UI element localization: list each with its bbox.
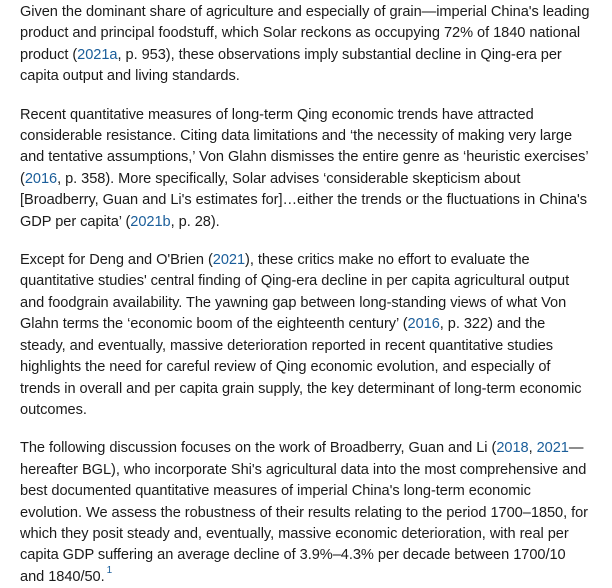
citation-link-2021b[interactable]: 2021b — [130, 213, 171, 230]
text-segment: ), these critics make no effort to evaluate the quantitative studies' central finding of Qing-era decline in per capita agricultural output and foodgrain availability. The yawning gap between long-standing views of what Von Glahn terms the ‘economic boom of the eighteenth century’ ( — [20, 252, 570, 333]
citation-link-2021[interactable]: 2021 — [536, 440, 569, 457]
footnote-marker — [107, 565, 113, 576]
paragraph-4 — [20, 438, 592, 588]
text-segment: Except for Deng and O'Brien ( — [20, 252, 213, 269]
paragraph-1 — [20, 2, 592, 88]
citation-link-2016[interactable]: 2016 — [24, 170, 58, 187]
citation-link-2021a[interactable]: 2021a — [77, 46, 118, 63]
text-segment: , p. 358). More specifically, Solar advises ‘considerable skepticism about [Broadberry, Guan and Li's estimates for]…either the trends or the fluctuations in China's GDP per capita’ ( — [20, 170, 588, 230]
citation-link-2021[interactable]: 2021 — [212, 252, 246, 269]
text-segment: , p. 953), these observations imply substantial decline in Qing-era per capita output and living standards. — [20, 46, 562, 85]
text-segment: —hereafter BGL), who incorporate Shi's agricultural data into the most comprehensive and best documented quantitative measures of imperial China's long-term economic evolution. We assess the robustness of their results relating to the period 1700–1850, for which they posit steady and, eventually, massive economic deterioration, with real per capita GDP suffering an average decline of 3.9%–4.3% per decade between 1700/10 and 1840/50. — [20, 440, 588, 585]
paragraph-2 — [20, 105, 592, 233]
text-segment: The following discussion focuses on the work of Broadberry, Guan and Li ( — [20, 440, 497, 457]
paragraph-3 — [20, 250, 592, 421]
citation-link-2018[interactable]: 2018 — [496, 440, 529, 457]
text-segment: Recent quantitative measures of long-term Qing economic trends have attracted considerable resistance. Citing data limitations and ‘the necessity of making very large and tentative assumptions,’ Von Glahn dismisses the entire genre as ‘heuristic exercises’ ( — [20, 106, 588, 187]
citation-link-2016[interactable]: 2016 — [407, 316, 440, 333]
text-segment: , p. 322) and the steady, and eventually, massive deterioration reported in recent quantitative studies highlights the need for careful review of Qing economic evolution, and especially of trends in overall and per capita grain supply, the key determinant of long-term economic outcomes. — [20, 316, 582, 418]
footnote-link-1[interactable]: 1 — [106, 564, 113, 576]
text-segment: , — [528, 440, 537, 457]
text-segment: , p. 28). — [170, 213, 220, 230]
text-segment: Given the dominant share of agriculture and especially of grain—imperial China's leading product and principal foodstuff, which Solar reckons as occupying 72% of 1840 national product ( — [20, 4, 590, 63]
